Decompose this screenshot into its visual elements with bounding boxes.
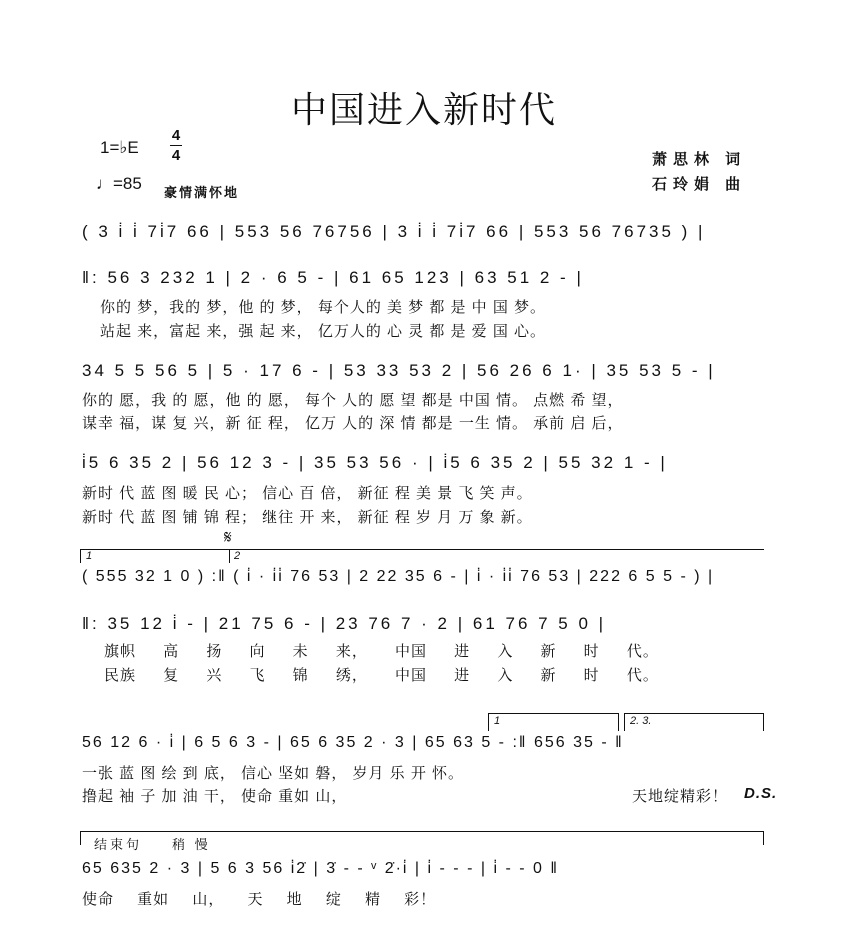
coda-bracket: [80, 831, 764, 832]
notation-line-intro: ( 3 i̇ i̇ 7i̇7 66 | 553 56 76756 | 3 i̇ i̇ 7i̇7 66 | 553 56 76735 ) |: [82, 222, 706, 241]
volta-1-bracket: [488, 713, 618, 714]
lyrics-line-5-verse-1: 旗帜 高 扬 向 未 来， 中国 进 入 新 时 代。: [104, 643, 659, 660]
key-signature: 1=♭E: [100, 138, 139, 157]
coda-tempo-mark: 稍 慢: [172, 837, 211, 852]
volta-2-label: 2: [234, 550, 241, 562]
time-signature-bottom: 4: [171, 147, 181, 164]
lyrics-line-1-verse-2: 站起 来，富起 来，强 起 来， 亿万人的 心 灵 都 是 爱 国 心。: [100, 323, 547, 340]
volta-1-label-2: 1: [494, 715, 501, 727]
volta-2-bracket-tick: [624, 713, 625, 731]
volta-bracket: [80, 549, 764, 550]
tempo-marking: ♩=85: [96, 174, 142, 193]
lyrics-line-1-verse-1: 你的 梦，我的 梦，他 的 梦， 每个人的 美 梦 都 是 中 国 梦。: [100, 299, 547, 316]
notation-line-coda: 65 635 2 · 3 | 5 6 3 56 i̇2̇ | 3̇ - - ᵛ 2̇·i̇ | i̇ - - - | i̇ - - 0 ‖: [82, 860, 559, 877]
volta-2-bracket-end: [763, 713, 764, 731]
coda-bracket-start: [80, 831, 81, 845]
coda-bracket-end: [763, 831, 764, 845]
time-signature-top: 4: [171, 127, 181, 144]
volta-1-label: 1: [86, 550, 93, 562]
lyricist-credit: 萧思林 词: [652, 151, 747, 168]
lyrics-line-2-verse-1: 你的 愿，我 的 愿，他 的 愿， 每个 人的 愿 望 都是 中国 情。 点燃 希 望，: [82, 392, 624, 409]
lyrics-line-3-verse-1: 新时 代 蓝 图 暖 民 心； 信心 百 倍， 新征 程 美 景 飞 笑 声。: [82, 485, 533, 502]
volta-1-bracket-tick: [488, 713, 489, 731]
notation-line-1: ‖: 56 3 232 1 | 2 · 6 5 - | 61 65 123 | 63 51 2 - |: [82, 268, 584, 287]
volta-2-label-2: 2. 3.: [630, 715, 652, 727]
expression-marking: 豪情满怀地: [164, 185, 240, 200]
lyrics-line-5-verse-2: 民族 复 兴 飞 锦 绣， 中国 进 入 新 时 代。: [104, 667, 659, 684]
segno-sign: 𝄋: [224, 527, 232, 547]
notation-line-6: 56 12 6 · i̇ | 6 5 6 3 - | 65 6 35 2 · 3 | 65 63 5 - :‖ 656 35 - ‖: [82, 734, 624, 751]
lyrics-line-6-verse-2: 撸起 袖 子 加 油 干， 使命 重如 山，: [82, 788, 348, 805]
time-signature: [170, 128, 182, 163]
notation-line-4: ( 555 32 1 0 ) :‖ ( i̇ · i̇i̇ 76 53 | 2 22 35 6 - | i̇ · i̇i̇ 76 53 | 222 6 5 5 - ) |: [82, 568, 715, 585]
lyrics-line-coda: 使命 重如 山， 天 地 绽 精 彩！: [82, 891, 437, 908]
ending-lyric: 天地绽精彩！: [632, 788, 729, 805]
song-title: 中国进入新时代: [290, 90, 557, 131]
volta-2-bracket: [624, 713, 764, 714]
volta-1-bracket-end: [618, 713, 619, 731]
volta-1-tick: [80, 549, 81, 563]
lyrics-line-3-verse-2: 新时 代 蓝 图 铺 锦 程； 继往 开 来， 新征 程 岁 月 万 象 新。: [82, 509, 533, 526]
dal-segno-mark: D.S.: [744, 785, 778, 802]
notation-line-2: 34 5 5 56 5 | 5 · 17 6 - | 53 33 53 2 | 56 26 6 1· | 35 53 5 - |: [82, 361, 716, 380]
coda-label: 结束句: [94, 837, 143, 852]
notation-line-5: ‖: 35 12 i̇ - | 21 75 6 - | 23 76 7 · 2 | 61 76 7 5 0 |: [82, 614, 607, 633]
lyrics-line-2-verse-2: 谋幸 福，谋 复 兴，新 征 程， 亿万 人的 深 情 都是 一生 情。 承前 启 后，: [82, 415, 624, 432]
lyrics-line-6-verse-1: 一张 蓝 图 绘 到 底， 信心 坚如 磐， 岁月 乐 开 怀。: [82, 765, 465, 782]
volta-2-tick: [229, 549, 230, 563]
composer-credit: 石玲娟 曲: [652, 176, 747, 193]
notation-line-3: i̇5 6 35 2 | 56 12 3 - | 35 53 56 · | i̇5 6 35 2 | 55 32 1 - |: [82, 453, 668, 472]
